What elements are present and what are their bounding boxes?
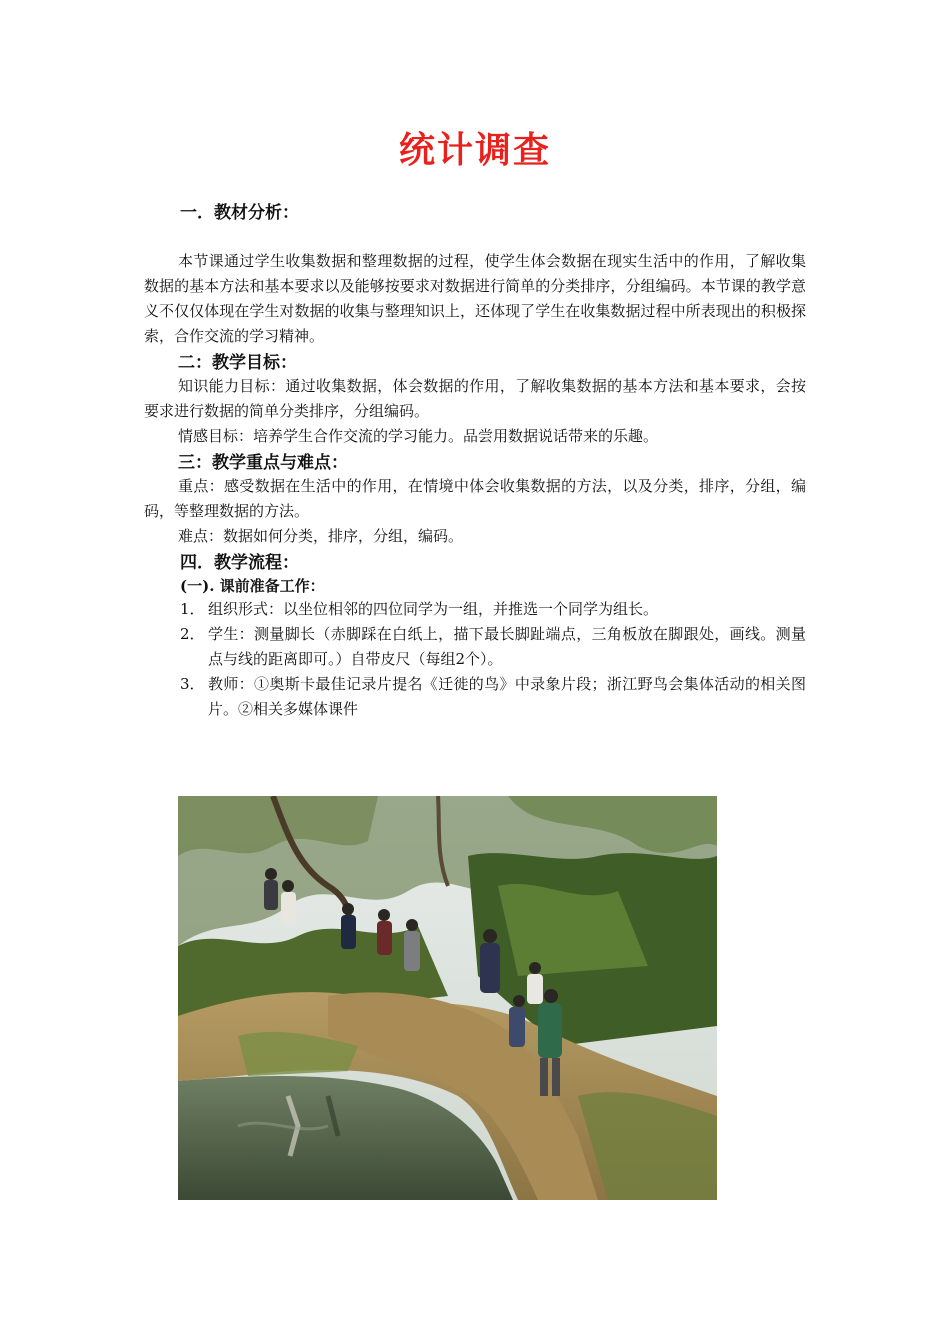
section-heading-analysis: 一．教材分析： [180,203,299,223]
goal-knowledge-paragraph: 知识能力目标：通过收集数据，体会数据的作用，了解收集数据的基本方法和基本要求，会按要求进行数据的简单分类排序，分组编码。 [144,377,806,420]
list-item-text: 组织形式：以坐位相邻的四位同学为一组，并推选一个同学为组长。 [208,600,659,618]
goal-emotion-paragraph: 情感目标：培养学生合作交流的学习能力。品尝用数据说话带来的乐趣。 [178,427,659,445]
list-item-text: 教师：①奥斯卡最佳记录片提名《迁徙的鸟》中录象片段；浙江野鸟会集体活动的相关图片。②相关多媒体课件 [208,675,806,718]
section-heading-key-points: 三：教学重点与难点： [178,453,348,473]
list-item [180,597,806,622]
analysis-paragraph: 本节课通过学生收集数据和整理数据的过程，使学生体会数据在现实生活中的作用，了解收集数据的基本方法和基本要求以及能够按要求对数据进行简单的分类排序，分组编码。本节课的教学意义不仅仅体现在学生对数据的收集与整理知识上，还体现了学生在收集数据过程中所表现出的积极探索，合作交流的学习精神。 [144,252,806,345]
difficulty-paragraph: 难点：数据如何分类，排序，分组，编码。 [178,527,464,545]
list-item [180,622,806,672]
section-heading-process: 四．教学流程： [180,553,299,573]
subsection-heading-preparation: (一). 课前准备工作： [180,577,325,595]
photo-illustration [178,796,717,1200]
list-item-text: 学生：测量脚长（赤脚踩在白纸上，描下最长脚趾端点，三角板放在脚跟处，画线。测量点与线的距离即可。）自带皮尺（每组2个）。 [208,625,806,668]
list-item [180,672,806,722]
list-item-number: 3． [180,675,205,693]
field-activity-photo [178,796,717,1200]
list-item-number: 2． [180,625,205,643]
section-heading-goals: 二：教学目标： [178,353,297,373]
key-point-paragraph: 重点：感受数据在生活中的作用，在情境中体会收集数据的方法，以及分类，排序，分组，编码，等整理数据的方法。 [144,477,806,520]
list-item-number: 1． [180,600,205,618]
document-title: 统计调查 [398,129,551,171]
